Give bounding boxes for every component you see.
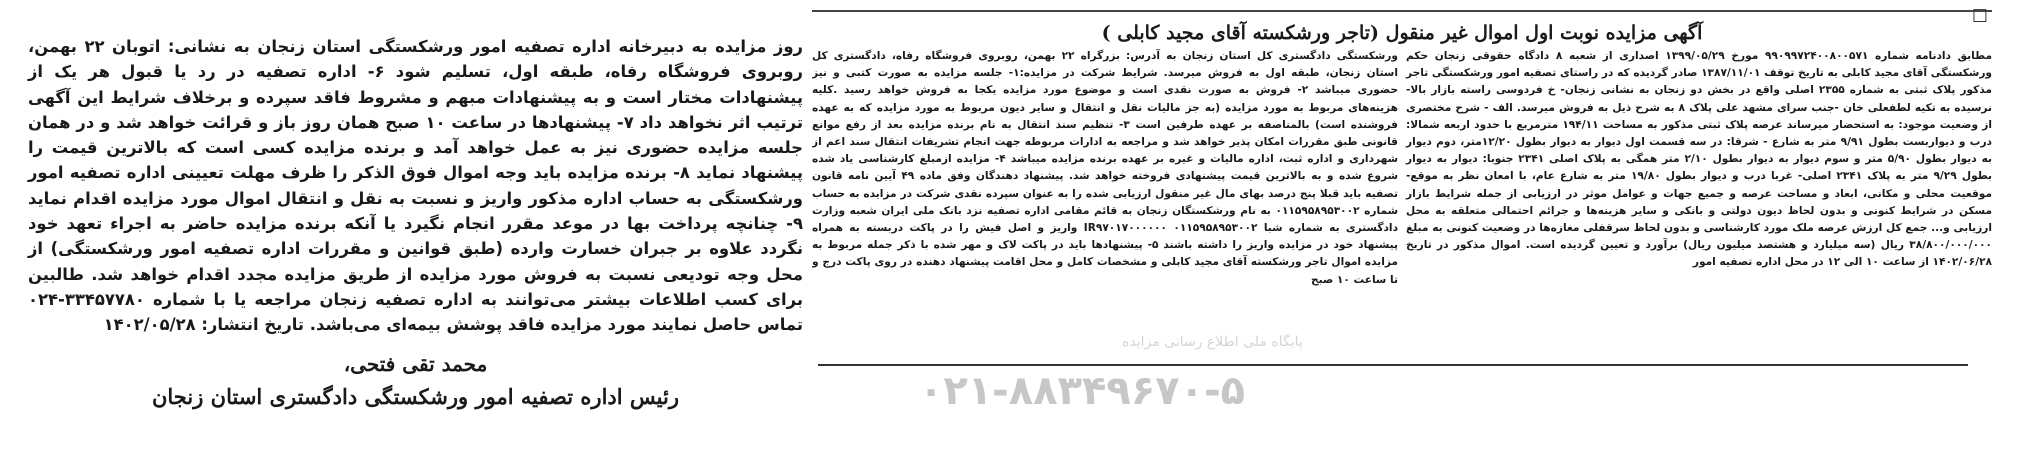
phone-watermark: ۰۲۱-۸۸۳۴۹۶۷۰-۵ xyxy=(918,368,1246,414)
notice-continuation-clipping xyxy=(28,34,803,426)
notice-columns xyxy=(812,48,1992,366)
notice-column-1: مطابق دادنامه شماره ۹۹۰۹۹۷۲۴۰۰۸۰۰۵۷۱ مورخ ۱۳۹۹/۰۵/۲۹ اصداری از شعبه ۸ دادگاه حقوقی زنجان حکم ورشکستگی آقای مجید کابلی به تاریخ توقف ۱۳۸۷/۱۱/۰۱ صادر گردیده که در راستای تصفیه امور ورشکستگی تاجر مذکور پلاک ثبتی به شماره ۲۳۵۵ اصلی واقع در بخش دو زنجان به نشانی زنجان- خ فردوسی راسته بازار بالا- نرسیده به تکیه لطفعلی خان -جنب سرای مشهد علی پلاک ۸ به شرح ذیل به فروش میرسد. الف - شرح مختصری از وضعیت موجود: به استحضار میرساند عرصه پلاک ثبتی مذکور به مساحت ۱۹۴/۱۱ مترمربع با حدود اربعه شمالا: درب و دیواربست بطول ۹/۹۱ متر به شارع - شرقا: در سه قسمت اول دیوار به دیوار بطول ۱۲/۲۰متر، دوم دیوار به دیوار بطول ۵/۹۰ متر و سوم دیوار به دیوار بطول ۲/۱۰ متر همگی به پلاک اصلی ۲۳۴۱ جنوبا: دیوار به دیوار بطول ۹/۲۹ متر به پلاک ۲۳۴۱ اصلی- غربا درب و دیوار بطول ۱۹/۸۰ متر به شارع عام، با امعان نظر به موقع- موقعیت محلی و مکانی، ابعاد و مساحت عرصه و جمیع جهات و عوامل موثر در ارزیابی از جمله شرایط بازار مسکن در شرایط کنونی و بدون لحاظ دیون دولتی و بانکی و سایر هزینه‌ها و جرائم احتمالی متعلقه به محل ارزیابی و... جمع کل ارزش عرصه ملک مورد کارشناسی و بدون لحاظ سرقفلی مغازه‌ها در وضعیت کنونی به مبلغ ۳۸/۸۰۰/۰۰۰/۰۰۰ ریال (سه میلیارد و هشتصد میلیون ریال) برآورد و تعیین گردیده است. اموال مذکور در تاریخ ۱۴۰۲/۰۶/۲۸ از ساعت ۱۰ الی ۱۲ در محل اداره تصفیه امور xyxy=(1406,50,1992,269)
auction-notice-clipping xyxy=(812,6,1992,432)
continuation-body: روز مزایده به دبیرخانه اداره تصفیه امور ورشکستگی استان زنجان به نشانی: اتوبان ۲۲ بهمن، روبروی فروشگاه رفاه، طبقه اول، تسلیم شود ۶- اداره تصفیه در رد یا قبول هر یک از پیشنهادات مختار است و به پیشنهادات مبهم و مشروط فاقد سپرده و برخلاف شرایط این آگهی ترتیب اثر نخواهد داد ۷- پیشنهادها در ساعت ۱۰ صبح همان روز باز و قرائت خواهد شد و در همان جلسه مزایده حضوری نیز به عمل خواهد آمد و برنده مزایده کسی است که بالاترین قیمت را پیشنهاد نماید ۸- برنده مزایده باید وجه اموال فوق الذکر را ظرف مهلت تعیینی اداره تصفیه امور ورشکستگی به حساب اداره مذکور واریز و نسبت به نقل و انتقال اموال مورد مزایده اقدام نماید ۹- چنانچه پرداخت بها در موعد مقرر انجام نگیرد یا آنکه برنده مزایده حاضر به اجراء تعهد خود نگردد علاوه بر جبران خسارت وارده (طبق قوانین و مقررات اداره تصفیه امور ورشکستگی) از محل وجه تودیعی نسبت به فروش مورد مزایده از طریق مزایده مجدد اقدام خواهد شد. طالبین برای کسب اطلاعات بیشتر می‌توانند به اداره تصفیه زنجان مراجعه یا با شماره ۳۳۴۵۷۷۸۰-۰۲۴ تماس حاصل نمایند مورد مزایده فاقد پوشش بیمه‌ای می‌باشد. تاریخ انتشار: ۱۴۰۲/۰۵/۲۸ xyxy=(28,37,803,335)
signature-name: محمد تقی فتحی، xyxy=(343,351,488,376)
bottom-divider xyxy=(818,364,1968,366)
corner-mark-icon: ☐ xyxy=(1971,6,1988,27)
signature-title: رئیس اداره تصفیه امور ورشکستگی دادگستری استان زنجان xyxy=(151,383,679,409)
faint-watermark: پایگاه ملی اطلاع رسانی مزایده xyxy=(1122,334,1303,350)
notice-title: آگهی مزایده نوبت اول اموال غیر منقول (تاجر ورشکسته آقای مجید کابلی ) xyxy=(1101,22,1703,44)
notice-column-2: ورشکستگی دادگستری کل استان زنجان به آدرس: بزرگراه ۲۲ بهمن، روبروی فروشگاه رفاه، دادگستری کل استان زنجان، طبقه اول به فروش میرسد. شرایط شرکت در مزایده:۱- جلسه مزایده به صورت کتبی و نیز حضوری میباشد ۲- فروش به صورت نقدی است و موضوع مورد مزایده یکجا به فروش خواهد رسید .کلیه هزینه‌های مربوط به مورد مزایده (به جز مالیات نقل و انتقال و سایر دیون مربوط به مورد مزایده که به عهده فروشنده است) بالمناصفه بر عهده طرفین است ۳- تنظیم سند انتقال به نام برنده مزایده بعد از رفع موانع قانونی طبق مقررات امکان پذیر خواهد شد و مراجعه به ادارات مربوطه جهت انجام تشریفات انتقال سند اعم از شهرداری و اداره ثبت، اداره مالیات و غیره بر عهده برنده مزایده میباشد ۴- مزایده ازمبلغ کارشناسی یاد شده شروع شده و به بالاترین قیمت پیشنهادی فروخته خواهد شد. پیشنهاد دهندگان وفق ماده ۴۹ آیین نامه قانون تصفیه باید قبلا پنج درصد بهای مال غیر منقول ارزیابی شده را به عنوان سپرده نقدی شرکت در مزایده به حساب شماره ۰۱۱۵۹۵۸۹۵۳۰۰۲ به نام ورشکستگان زنجان به قائم مقامی اداره تصفیه نزد بانک ملی ایران شعبه وزارت دادگستری به شماره شبا ۰۱۱۵۹۵۸۹۵۳۰۰۲ IR۹۷۰۱۷۰۰۰۰۰۰ واریز و اصل فیش را در پاکت دربسته به همراه پیشنهاد خود در مزایده واریز را داشته باشند ۵- پیشنهادها باید در پاکت لاک و مهر شده با ذکر جمله مربوط به مزایده اموال تاجر ورشکسته آقای مجید کابلی و مشخصات کامل و محل اقامت پیشنهاد دهنده در روی پاکت درج و تا ساعت ۱۰ صبح xyxy=(812,50,1399,286)
